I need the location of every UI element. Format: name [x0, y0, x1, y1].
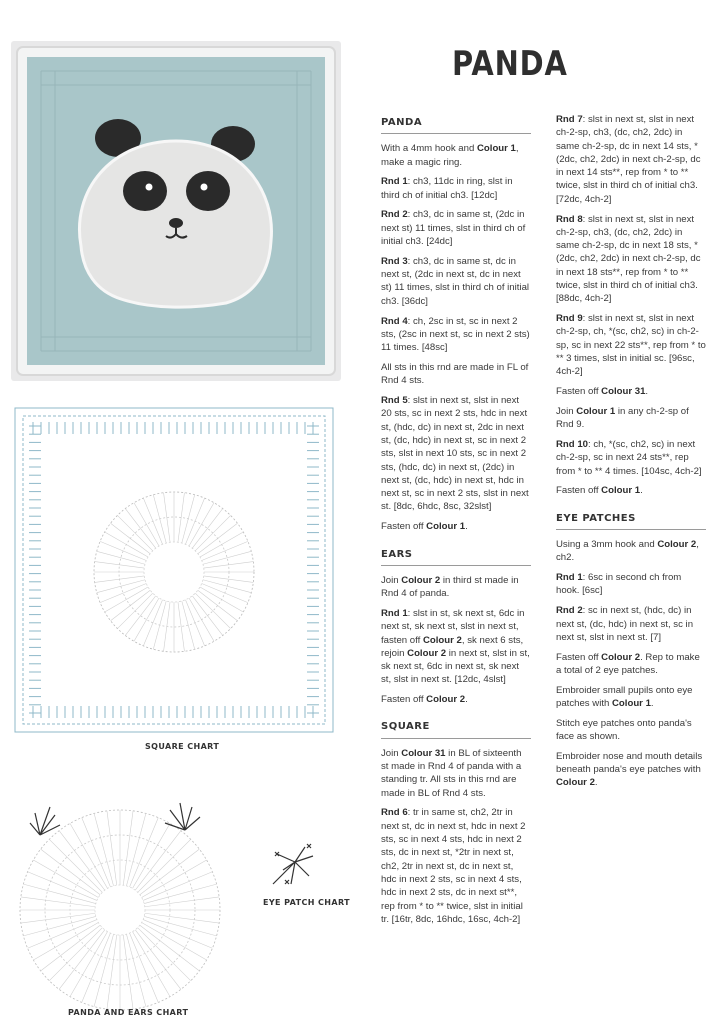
- eye-embroider-pupils: Embroider small pupils onto eye patches with Colour 1.: [556, 684, 693, 709]
- square-fasten-1: Fasten off Colour 31.: [556, 386, 649, 398]
- finished-square-photo: [11, 41, 341, 381]
- panda-step: Rnd 4: ch, 2sc in st, sc in next 2 sts, (2sc in next st, sc in next 2 sts) 11 times. [48sc]: [381, 315, 530, 354]
- square-rnd7: Rnd 7: slst in next st, slst in next ch-2-sp, ch3, (dc, ch2, 2dc) in same ch-2-sp, dc in next 14 sts, *(2dc, ch2, 2dc) in next ch-2-sp, dc in next 14 sts**, rep from * to ** twice, slst in third ch of initial ch3. [72dc, 4ch-2]: [556, 114, 701, 205]
- panda-step: Fasten off Colour 1.: [381, 521, 468, 533]
- square-rnd8: Rnd 8: slst in next st, slst in next ch-2-sp, ch3, (dc, ch2, 2dc) in same ch-2-sp, dc in next 18 sts, *(2dc, ch2, 2dc) in next ch-2-sp, dc in next 18 sts**, rep from * to ** twice, slst in third ch of initial ch3. [88dc, 4ch-2]: [556, 213, 701, 305]
- eye-fasten: Fasten off Colour 2. Rep to make a total of 2 eye patches.: [556, 651, 700, 676]
- square-rnd6: Rnd 6: tr in same st, ch2, 2tr in next st, dc in next st, hdc in next 2 sts, sc in next 4 sts, hdc in next 2 sts, dc in next st, *2tr in next st, ch2, 2tr in next st, dc in next st, hdc in next 2 sts, sc in next 4 sts, hdc in next 2 sts, dc in next st**, rep from * to ** twice, slst in initial tr. [16tr, 8dc, 16hdc, 16sc, 4ch-2]: [381, 807, 526, 925]
- eye-rnd2: Rnd 2: sc in next st, (hdc, dc) in next st, (dc, hdc) in next st, sc in next st, slst in next st. [7]: [556, 605, 694, 643]
- panda-ears-chart-diagram: [10, 795, 230, 1015]
- crochet-square-image: [11, 41, 341, 381]
- eye-rnd1: Rnd 1: 6sc in second ch from hook. [6sc]: [556, 572, 682, 597]
- panda-ears-chart-caption: PANDA AND EARS CHART: [68, 1008, 189, 1017]
- eye-start: Using a 3mm hook and Colour 2, ch2.: [556, 539, 699, 564]
- panda-steps: [381, 142, 531, 533]
- panda-step: With a 4mm hook and Colour 1, make a magic ring.: [381, 143, 519, 168]
- square-rnd9: Rnd 9: slst in next st, slst in next ch-2-sp, ch, *(sc, ch2, sc) in ch-2-sp, sc in next 22 sts**, rep from * to ** 3 times, slst in initial sc. [96sc, 4ch-2]: [556, 313, 706, 378]
- panda-step: All sts in this rnd are made in FL of Rnd 4 sts.: [381, 361, 529, 387]
- ears-join: Join Colour 2 in third st made in Rnd 4 of panda.: [381, 574, 519, 600]
- panda-step: Rnd 2: ch3, dc in same st, (2dc in next st) 11 times, slst in third ch of initial ch3. [24dc]: [381, 209, 526, 248]
- instructions-column-2: [556, 113, 706, 796]
- instructions-column-1: [381, 116, 531, 933]
- square-chart-caption: SQUARE CHART: [145, 742, 220, 751]
- square-heading: SQUARE: [381, 720, 531, 738]
- eye-patches-heading: EYE PATCHES: [556, 512, 706, 530]
- eye-embroider-nose: Embroider nose and mouth details beneath panda's eye patches with Colour 2.: [556, 750, 703, 789]
- square-fasten-2: Fasten off Colour 1.: [556, 485, 643, 497]
- square-join-colour1: Join Colour 1 in any ch-2-sp of Rnd 9.: [556, 405, 689, 431]
- ears-fasten: Fasten off Colour 2.: [381, 694, 468, 706]
- square-join: Join Colour 31 in BL of sixteenth st made in Rnd 4 of panda with a standing tr. All sts in this rnd are made in BL of Rnd 4 sts.: [381, 747, 522, 799]
- panda-step: Rnd 3: ch3, dc in same st, dc in next st, (2dc in next st, dc in next st) 11 times, slst in third ch of initial ch3. [36dc]: [381, 255, 530, 307]
- ears-heading: EARS: [381, 548, 531, 566]
- page-title: PANDA: [452, 44, 568, 84]
- eye-patch-chart-diagram: [265, 832, 325, 892]
- eye-patch-chart-caption: EYE PATCH CHART: [263, 898, 351, 907]
- panda-step: Rnd 1: ch3, 11dc in ring, slst in third ch of initial ch3. [12dc]: [381, 176, 513, 201]
- ears-rnd1: Rnd 1: slst in st, sk next st, 6dc in next st, sk next st, slst in next st, fasten off Colour 2, sk next 6 sts, rejoin Colour 2 in next st, slst in st, sk next st, 6dc in next st, sk next st, slst in next st. [12dc, 4slst]: [381, 607, 530, 686]
- square-rnd10: Rnd 10: ch, *(sc, ch2, sc) in next ch-2-sp, sc in next 24 sts**, rep from * to ** 4 times. [104sc, 4ch-2]: [556, 439, 702, 477]
- square-chart-diagram: [13, 406, 335, 734]
- panda-heading: PANDA: [381, 116, 531, 134]
- panda-step: Rnd 5: slst in next st, slst in next 20 sts, sc in next 2 sts, hdc in next st, (hdc, dc) in next st, 2dc in next st, (dc, hdc) in next st, sc in next 2 sts, slst in next 10 sts, sc in next 2 sts, (hdc, dc) in next st, (2dc) in next st, (dc, hdc) in next st, hdc in next st, sc in next 2 sts, slst in next st. [8dc, 6hdc, 8sc, 32slst]: [381, 395, 529, 513]
- eye-stitch: Stitch eye patches onto panda's face as shown.: [556, 717, 692, 743]
